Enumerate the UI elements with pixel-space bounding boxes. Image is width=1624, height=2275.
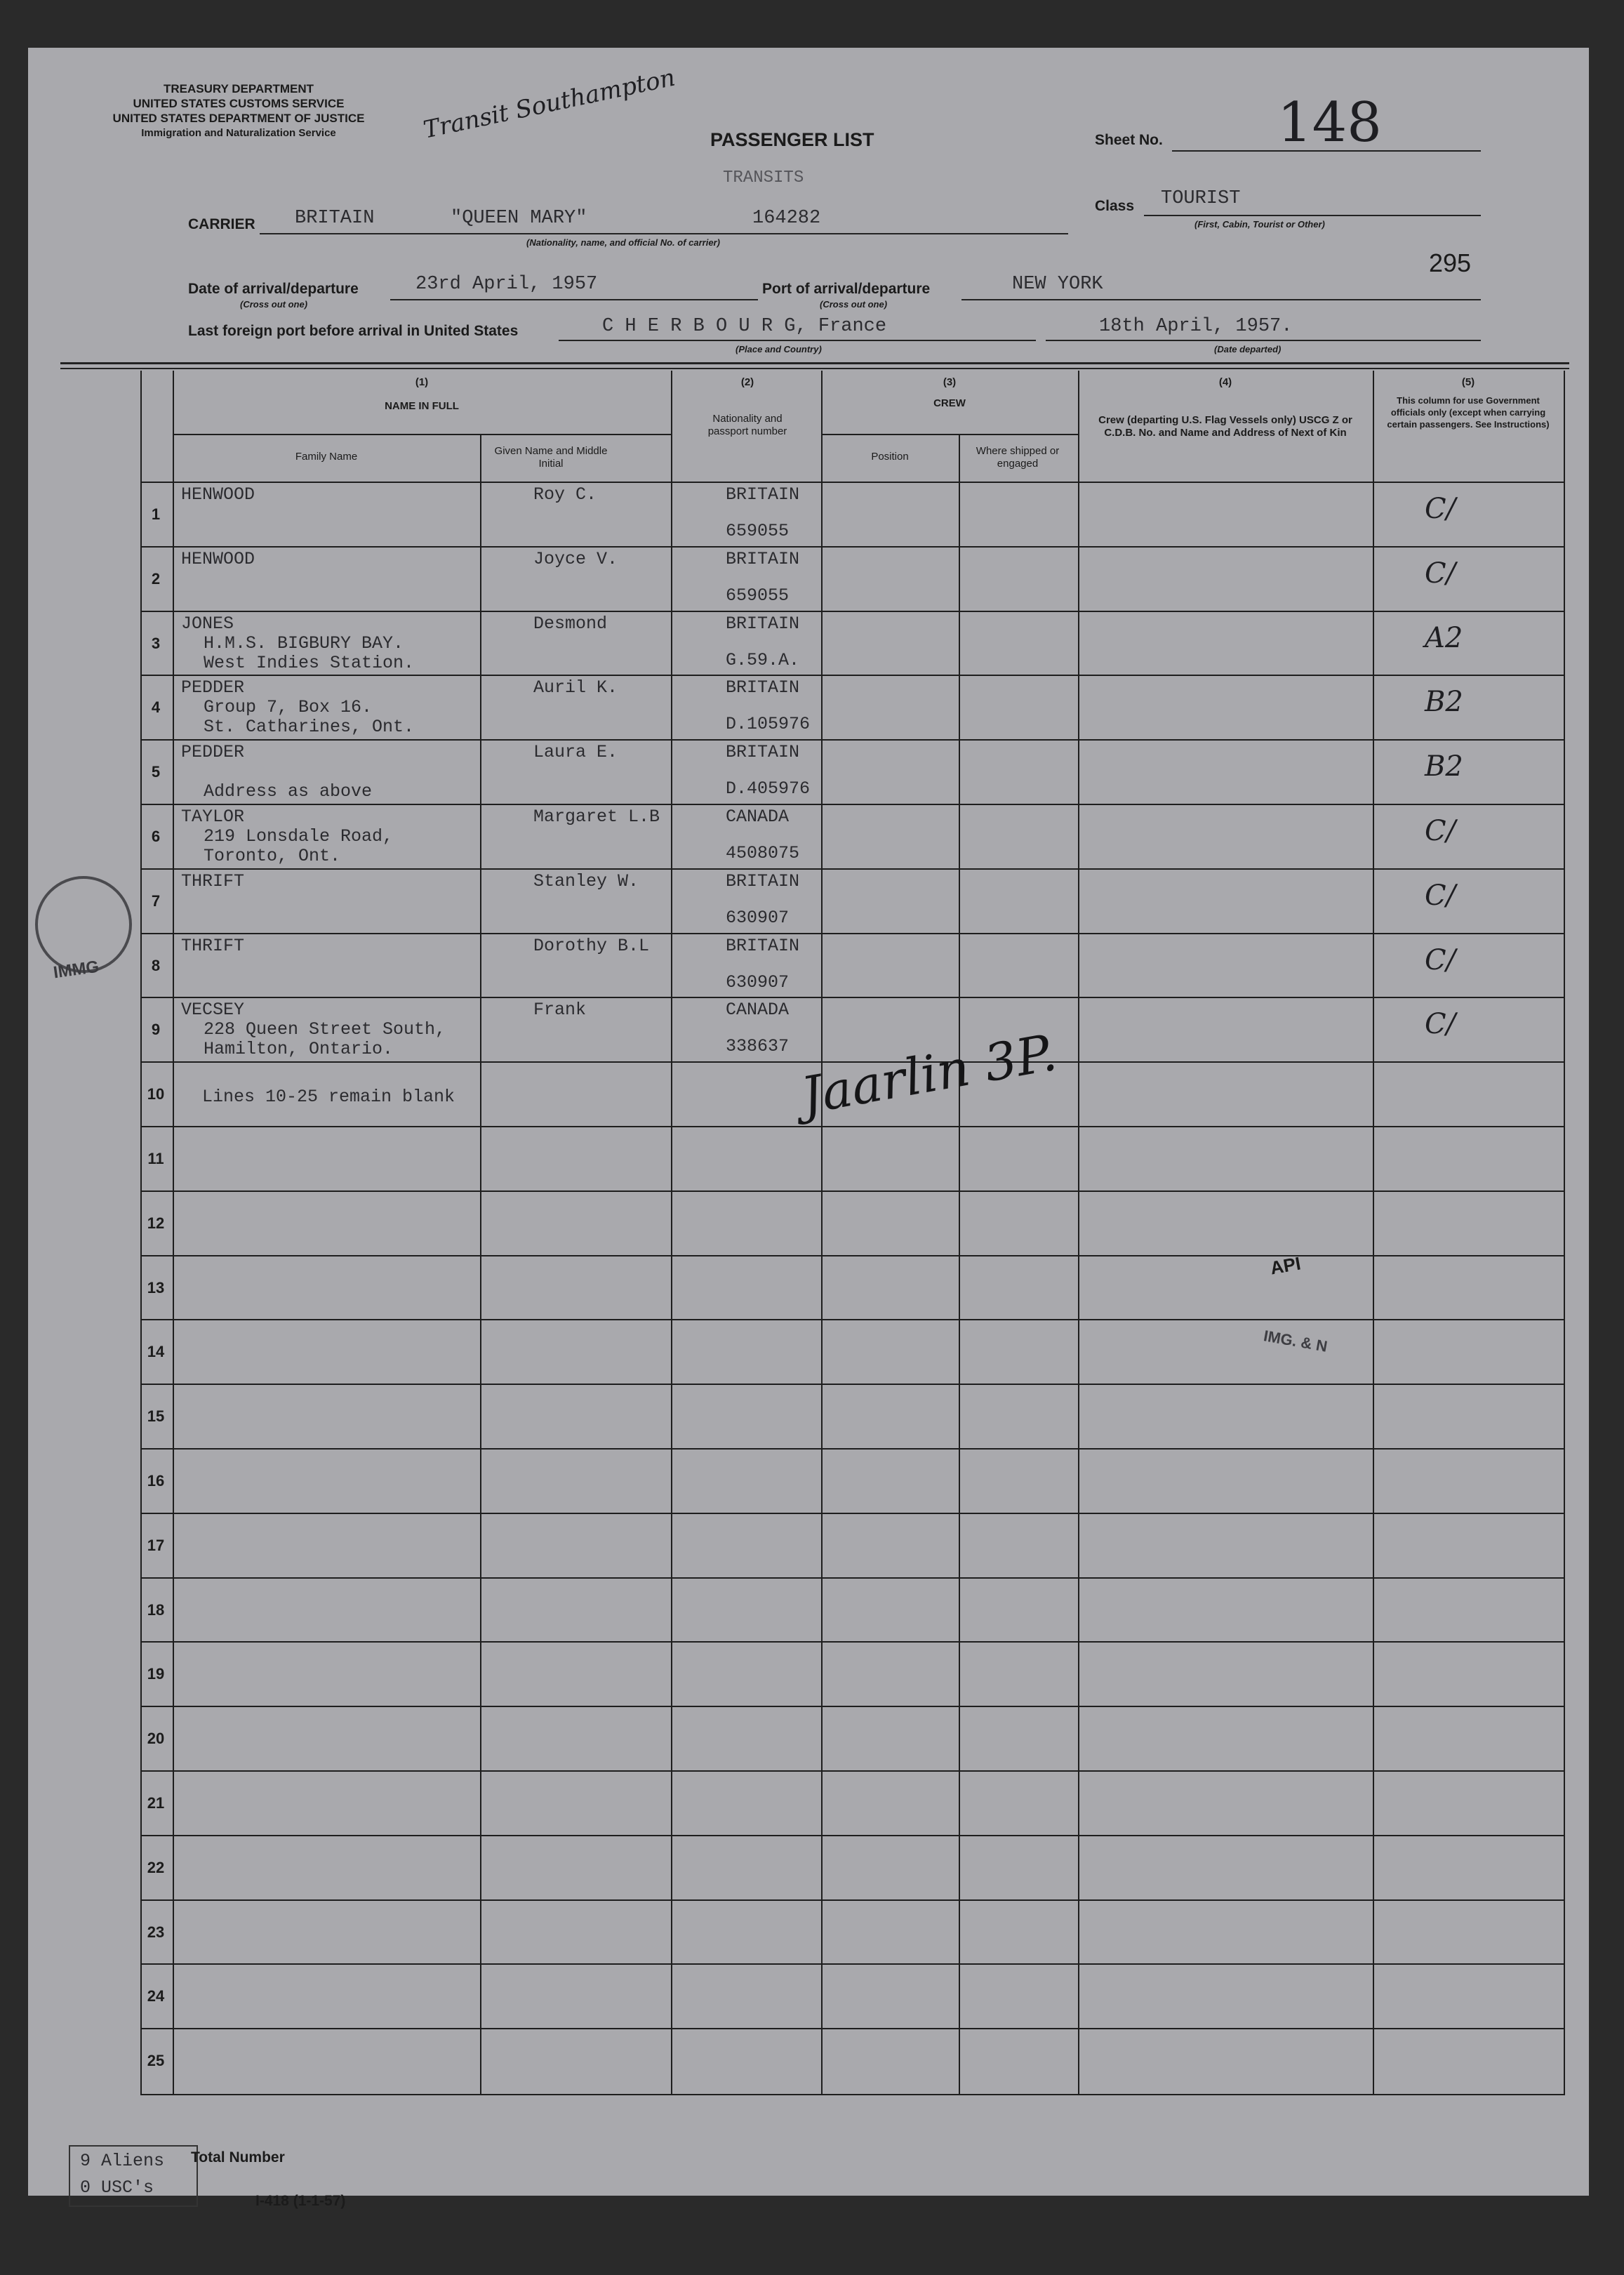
address-line-1: 228 Queen Street South, [204,1019,446,1040]
official-mark: C/ [1425,944,1456,976]
given-name: Roy C. [533,484,597,505]
row-divider [140,1641,1565,1643]
port-label: Port of arrival/departure [762,281,931,297]
aliens-count: 9 Aliens [80,2151,165,2171]
family-name: HENWOOD [181,484,255,505]
row-divider [140,868,1565,870]
total-count-box [69,2145,198,2207]
passport-number: D.105976 [726,714,811,734]
passport-number: 659055 [726,521,790,541]
transits-label: TRANSITS [723,168,804,187]
row-divider [140,1963,1565,1965]
row-divider [140,933,1565,934]
port-value: NEW YORK [1012,274,1103,295]
row-number: 9 [151,1021,161,1038]
nationality: BRITAIN [726,742,800,762]
col5-number: (5) [1461,376,1475,388]
address-line-2: Toronto, Ont. [204,846,341,866]
family-name-heading: Family Name [295,451,358,463]
img-n-stamp: IMG. & N [1262,1327,1329,1355]
departed-date: 18th April, 1957. [1099,316,1293,337]
row-divider [140,546,1565,548]
row-divider [140,675,1565,676]
carrier-caption: (Nationality, name, and official No. of carrier) [526,237,720,248]
row-number: 17 [147,1537,165,1554]
passport-number: 338637 [726,1036,790,1056]
address-line-2: Address as above [204,781,373,802]
api-stamp: API [1268,1252,1303,1279]
row-number: 12 [147,1214,165,1232]
date-caption: (Cross out one) [240,299,308,310]
crew-title: CREW [933,397,966,409]
class-label: Class [1095,198,1135,214]
row-number: 19 [147,1665,165,1683]
uscs-count: 0 USC's [80,2177,154,2198]
carrier-label: CARRIER [188,216,255,232]
passport-number: 630907 [726,972,790,993]
row-number: 13 [147,1279,165,1296]
carrier-official-no: 164282 [752,208,821,229]
given-name-heading: Given Name and Middle Initial [494,445,608,470]
nationality: BRITAIN [726,549,800,569]
row-number: 21 [147,1794,165,1812]
dept-line-customs: UNITED STATES CUSTOMS SERVICE [133,97,345,110]
sheet-no-label: Sheet No. [1095,132,1163,148]
nationality: BRITAIN [726,613,800,634]
date-label: Date of arrival/departure [188,281,359,297]
last-port-caption: (Place and Country) [736,344,822,354]
given-name: Frank [533,1000,587,1020]
total-number-label: Total Number [191,2149,285,2165]
row-divider [140,1384,1565,1385]
port-caption: (Cross out one) [820,299,888,310]
official-mark: A2 [1425,622,1463,654]
department-block [77,81,400,140]
row-number: 4 [151,698,161,716]
form-number: I-418 (1-1-57) [255,2193,346,2209]
col4-number: (4) [1218,376,1232,388]
row-divider [140,1577,1565,1579]
row-divider [140,997,1565,998]
nationality: BRITAIN [726,677,800,698]
given-name: Desmond [533,613,608,634]
row-number: 22 [147,1859,165,1876]
family-name: VECSEY [181,1000,245,1020]
row-number: 5 [151,763,161,781]
official-mark: B2 [1425,686,1463,718]
family-name: HENWOOD [181,549,255,569]
row-divider [140,1126,1565,1127]
row-divider [140,1770,1565,1772]
given-name: Auril K. [533,677,618,698]
passenger-table [140,371,1565,2094]
official-mark: C/ [1425,815,1456,847]
row-divider [140,1899,1565,1901]
given-name: Joyce V. [533,549,618,569]
address-line-1: Group 7, Box 16. [204,697,373,717]
class-value: TOURIST [1161,188,1241,209]
row-divider [140,1190,1565,1192]
sheet-number: 148 [1277,91,1382,154]
official-mark: B2 [1425,750,1463,783]
family-name: PEDDER [181,742,245,762]
row-number: 20 [147,1730,165,1747]
col3-number: (3) [943,376,957,388]
address-line-1: 219 Lonsdale Road, [204,826,394,847]
carrier-nationality: BRITAIN [295,208,375,229]
family-name: THRIFT [181,871,245,891]
page-title: PASSENGER LIST [710,129,874,150]
passport-number: D.405976 [726,778,811,799]
given-name: Stanley W. [533,871,639,891]
carrier-name: "QUEEN MARY" [451,208,587,229]
official-signature: Jaarlin 3P. [797,1022,1061,1126]
row-divider [140,1255,1565,1256]
address-line-2: St. Catharines, Ont. [204,717,415,737]
row-number: 7 [151,892,161,910]
class-caption: (First, Cabin, Tourist or Other) [1194,219,1325,230]
immg-stamp-text: IMMG [52,957,100,983]
official-mark: C/ [1425,493,1456,525]
given-name: Dorothy B.L [533,936,650,956]
row-number: 8 [151,957,161,974]
row-divider [140,2028,1565,2029]
col1-title: NAME IN FULL [385,400,459,412]
given-name: Laura E. [533,742,618,762]
last-port-label: Last foreign port before arrival in United States [188,323,519,339]
passport-number: 4508075 [726,843,800,863]
col3-heading [821,376,1078,410]
row-divider [140,804,1565,805]
col1-number: (1) [415,376,429,388]
row-number: 25 [147,2052,165,2069]
row-divider [140,739,1565,741]
row-divider [140,1319,1565,1320]
row-divider [140,1835,1565,1836]
row-number: 2 [151,570,161,588]
nationality: CANADA [726,1000,790,1020]
family-name: JONES [181,613,234,634]
page-number: 295 [1429,248,1472,277]
nationality: CANADA [726,807,790,827]
row-number: 18 [147,1601,165,1619]
passport-number: 659055 [726,585,790,606]
nationality: BRITAIN [726,484,800,505]
passport-number: G.59.A. [726,650,800,670]
arrival-date: 23rd April, 1957 [415,274,598,295]
where-shipped-heading: Where shipped or engaged [976,445,1060,470]
row-divider [140,1448,1565,1450]
row-number: 10 [147,1085,165,1103]
row-divider [140,1513,1565,1514]
government-use-heading: This column for use Government officials only (except when carrying certain passengers. See Instructions) [1387,395,1550,430]
family-name: TAYLOR [181,807,245,827]
official-mark: C/ [1425,1008,1456,1040]
nationality: BRITAIN [726,871,800,891]
dept-line-justice: UNITED STATES DEPARTMENT OF JUSTICE [112,112,365,125]
passport-number: 630907 [726,908,790,928]
family-name: THRIFT [181,936,245,956]
address-line-2: Hamilton, Ontario. [204,1039,394,1059]
row-divider [140,611,1565,612]
nationality: BRITAIN [726,936,800,956]
given-name: Margaret L.B [533,807,660,827]
dept-line-treasury: TREASURY DEPARTMENT [163,82,314,95]
departed-caption: (Date departed) [1214,344,1282,354]
row-number: 15 [147,1407,165,1425]
dept-line-immigration: Immigration and Naturalization Service [141,127,336,139]
row-number: 23 [147,1923,165,1941]
row-number: 3 [151,635,161,652]
col1-heading [173,376,671,413]
row-number: 11 [147,1150,164,1167]
nationality-heading: Nationality and passport number [707,413,787,437]
address-line-2: West Indies Station. [204,653,415,673]
passenger-list-sheet [28,48,1589,2209]
row-number: 14 [147,1343,165,1360]
official-mark: C/ [1425,880,1456,912]
col2-number: (2) [740,376,754,388]
row-number: 16 [147,1472,165,1490]
position-heading: Position [871,451,909,463]
crew-kin-heading: Crew (departing U.S. Flag Vessels only) USCG Z or C.D.B. No. and Name and Address of Next of Kin [1098,414,1352,439]
handwritten-transit-note: Transit Southampton [420,63,678,145]
row-number: 24 [147,1987,165,2005]
address-line-1: H.M.S. BIGBURY BAY. [204,633,404,654]
row-number: 1 [151,505,161,523]
last-port-value: C H E R B O U R G, France [602,316,887,337]
official-mark: C/ [1425,557,1456,590]
blank-lines-note: Lines 10-25 remain blank [202,1087,455,1107]
family-name: PEDDER [181,677,245,698]
row-number: 6 [151,828,161,845]
row-divider [140,1706,1565,1707]
